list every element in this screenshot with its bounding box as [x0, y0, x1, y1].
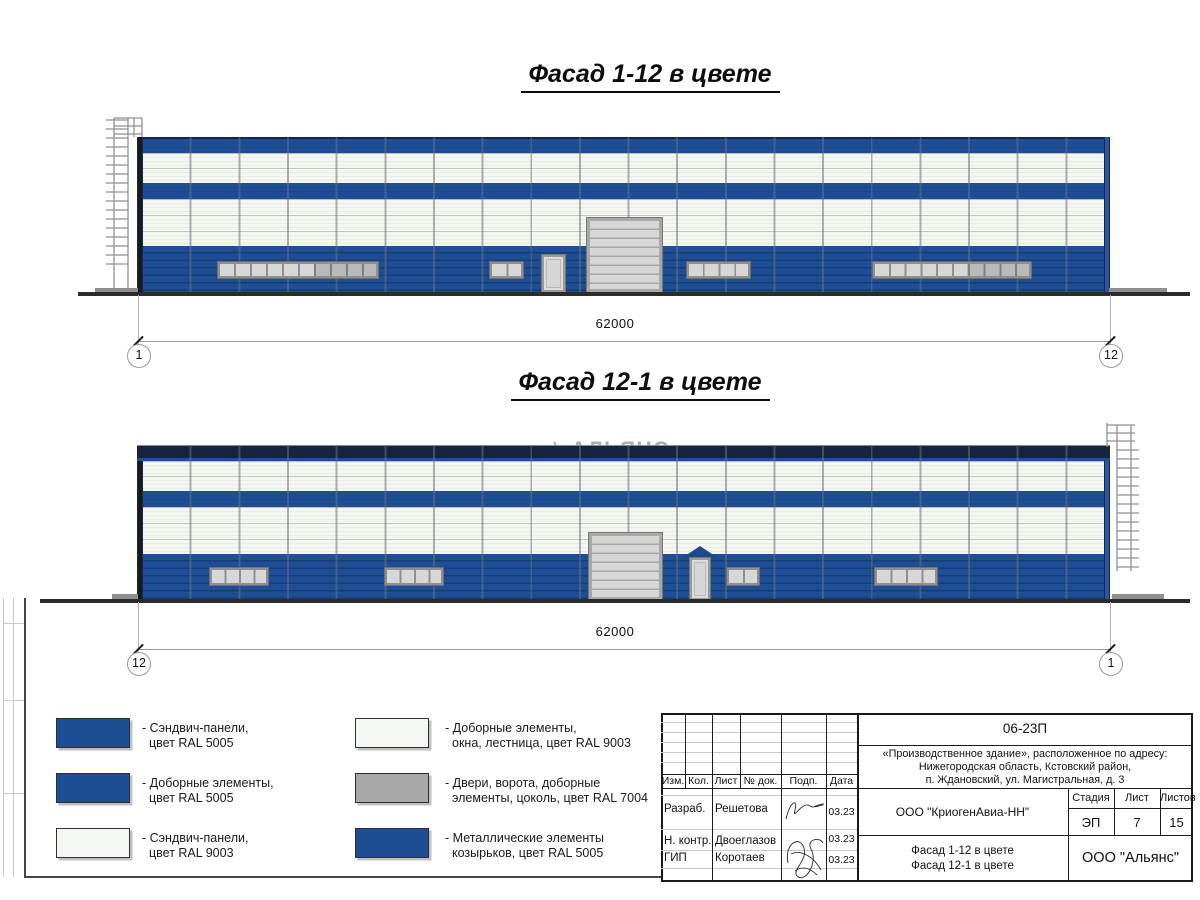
role-name: Двоеглазов	[715, 835, 777, 847]
entrance-door	[542, 255, 565, 292]
legend-label: - Доборные элементы, окна, лестница, цвет RAL 9003	[445, 721, 631, 750]
grid-line	[661, 752, 857, 753]
role-name: Коротаев	[715, 852, 765, 864]
role-label: Н. контр.	[664, 835, 712, 847]
sheets-value: 15	[1169, 815, 1184, 830]
col-kol: Кол.	[688, 775, 709, 787]
window-strip-shaded-panes	[967, 264, 1029, 276]
window-strip	[210, 568, 268, 585]
legend-swatch-trim-9003	[355, 718, 429, 748]
roof-ladder-icon	[1103, 421, 1145, 603]
glazing-row	[137, 154, 1110, 169]
facade-12-1-title-text: Фасад 12-1 в цвете	[511, 368, 770, 401]
grid-line	[712, 713, 713, 882]
role-date: 03.23	[828, 854, 855, 866]
facade-12-1-title	[390, 368, 890, 397]
role-date: 03.23	[828, 833, 855, 845]
dimension-value: 62000	[595, 624, 635, 639]
legend-label: - Сэндвич-панели, цвет RAL 5005	[142, 721, 249, 750]
sheet-label: Лист	[1125, 792, 1149, 804]
legend-swatch-metal-5005	[355, 828, 429, 858]
design-company: ООО "Альянс"	[1082, 850, 1179, 866]
facade-band-blue-mid	[137, 491, 1110, 507]
grid-line	[661, 762, 857, 763]
grid-line	[661, 742, 857, 743]
window-small	[490, 262, 523, 278]
col-izm: Изм.	[661, 775, 685, 787]
corner-flashing-right	[1104, 137, 1110, 292]
margin-line	[3, 623, 24, 624]
axis-marker-12: 12	[127, 652, 151, 676]
legend-swatch-doors-7004	[355, 773, 429, 803]
facade-band-blue-top	[137, 137, 1110, 153]
legend-label: - Металлические элементы козырьков, цвет RAL 5005	[445, 831, 604, 860]
legend-swatch-trim-5005	[56, 773, 130, 803]
margin-line	[13, 598, 14, 877]
window-strip	[218, 262, 378, 278]
role-date: 03.23	[828, 806, 855, 818]
sheets-label: Листов	[1160, 792, 1196, 804]
col-podp: Подп.	[789, 775, 818, 787]
ground-line	[78, 292, 1190, 296]
client-org: ООО "КриогенАвиа-НН"	[895, 805, 1030, 819]
dimension-line	[138, 341, 1110, 342]
grid-line	[661, 788, 1193, 789]
grid-line	[857, 835, 1193, 836]
door-leaf	[694, 562, 706, 596]
roof-ladder-icon	[104, 114, 146, 294]
glazing-row	[137, 200, 1110, 216]
facade-1-12-title	[400, 60, 900, 89]
axis-marker-1: 1	[127, 344, 151, 368]
legend-label: - Доборные элементы, цвет RAL 5005	[142, 776, 274, 805]
col-ndok: № док.	[743, 775, 778, 787]
window-strip-shaded-panes	[314, 264, 376, 276]
entrance-door	[690, 558, 710, 600]
margin-line	[3, 793, 24, 794]
grid-line	[661, 732, 857, 733]
grid-line	[661, 850, 857, 851]
stage-value: ЭП	[1081, 815, 1101, 830]
grid-line	[661, 880, 1193, 882]
door-leaf	[546, 259, 561, 288]
sectional-gate	[589, 533, 662, 600]
facade-1-12-drawing	[137, 137, 1110, 292]
facade-band-glazing-upper	[137, 153, 1110, 183]
dimension-value: 62000	[595, 316, 635, 331]
glazing-row	[137, 477, 1110, 492]
role-label: Разраб.	[664, 803, 706, 815]
grid-line	[661, 713, 663, 882]
stage-label: Стадия	[1072, 792, 1110, 804]
grid-line	[857, 745, 1193, 746]
legend-swatch-sandwich-5005	[56, 718, 130, 748]
role-name: Решетова	[715, 803, 768, 815]
grid-line	[1068, 808, 1193, 809]
window-strip	[875, 568, 937, 585]
legend-label: - Сэндвич-панели, цвет RAL 9003	[142, 831, 249, 860]
grid-line	[661, 868, 857, 869]
dimension-line	[138, 649, 1110, 650]
glazing-row	[137, 508, 1110, 524]
title-block	[661, 713, 1196, 882]
facade-1-12-title-text: Фасад 1-12 в цвете	[521, 60, 780, 93]
grid-line	[661, 795, 857, 796]
role-label: ГИП	[664, 852, 687, 864]
window-strip	[385, 568, 443, 585]
document-code: 06-23П	[1002, 721, 1048, 736]
facade-12-1-drawing	[137, 445, 1110, 600]
glazing-row	[137, 462, 1110, 477]
legend-label: - Двери, ворота, доборные элементы, цоколь, цвет RAL 7004	[445, 776, 648, 805]
glazing-row	[137, 169, 1110, 184]
sheet-content: Фасад 1-12 в цвете Фасад 12-1 в цвете	[911, 845, 1014, 872]
axis-marker-12: 12	[1099, 344, 1123, 368]
corner-flashing-left	[137, 461, 143, 600]
door-canopy	[682, 546, 718, 558]
grid-line	[661, 829, 857, 830]
project-address: «Производственное здание», расположенное по адресу: Нижегородская область, Кстовский район, п. Ждановский, ул. Магистральная, д. 3	[882, 748, 1168, 786]
ground-line	[40, 599, 1190, 603]
window-strip	[687, 262, 750, 278]
col-list: Лист	[714, 775, 738, 787]
sheet-value: 7	[1133, 815, 1141, 830]
margin-line	[3, 700, 24, 701]
signature-icon	[781, 791, 826, 881]
sectional-gate	[587, 218, 662, 292]
facade-band-glazing-upper	[137, 461, 1110, 491]
col-data: Дата	[829, 775, 854, 787]
sheet-frame-left	[24, 598, 26, 878]
grid-line	[661, 722, 857, 723]
window-small	[727, 568, 759, 585]
legend-swatch-sandwich-9003	[56, 828, 130, 858]
axis-marker-1: 1	[1099, 652, 1123, 676]
facade-band-blue-mid	[137, 183, 1110, 199]
facade-parapet-navy	[137, 445, 1110, 458]
window-strip	[873, 262, 1031, 278]
margin-line	[3, 598, 4, 877]
sheet-frame-bottom	[24, 876, 661, 878]
